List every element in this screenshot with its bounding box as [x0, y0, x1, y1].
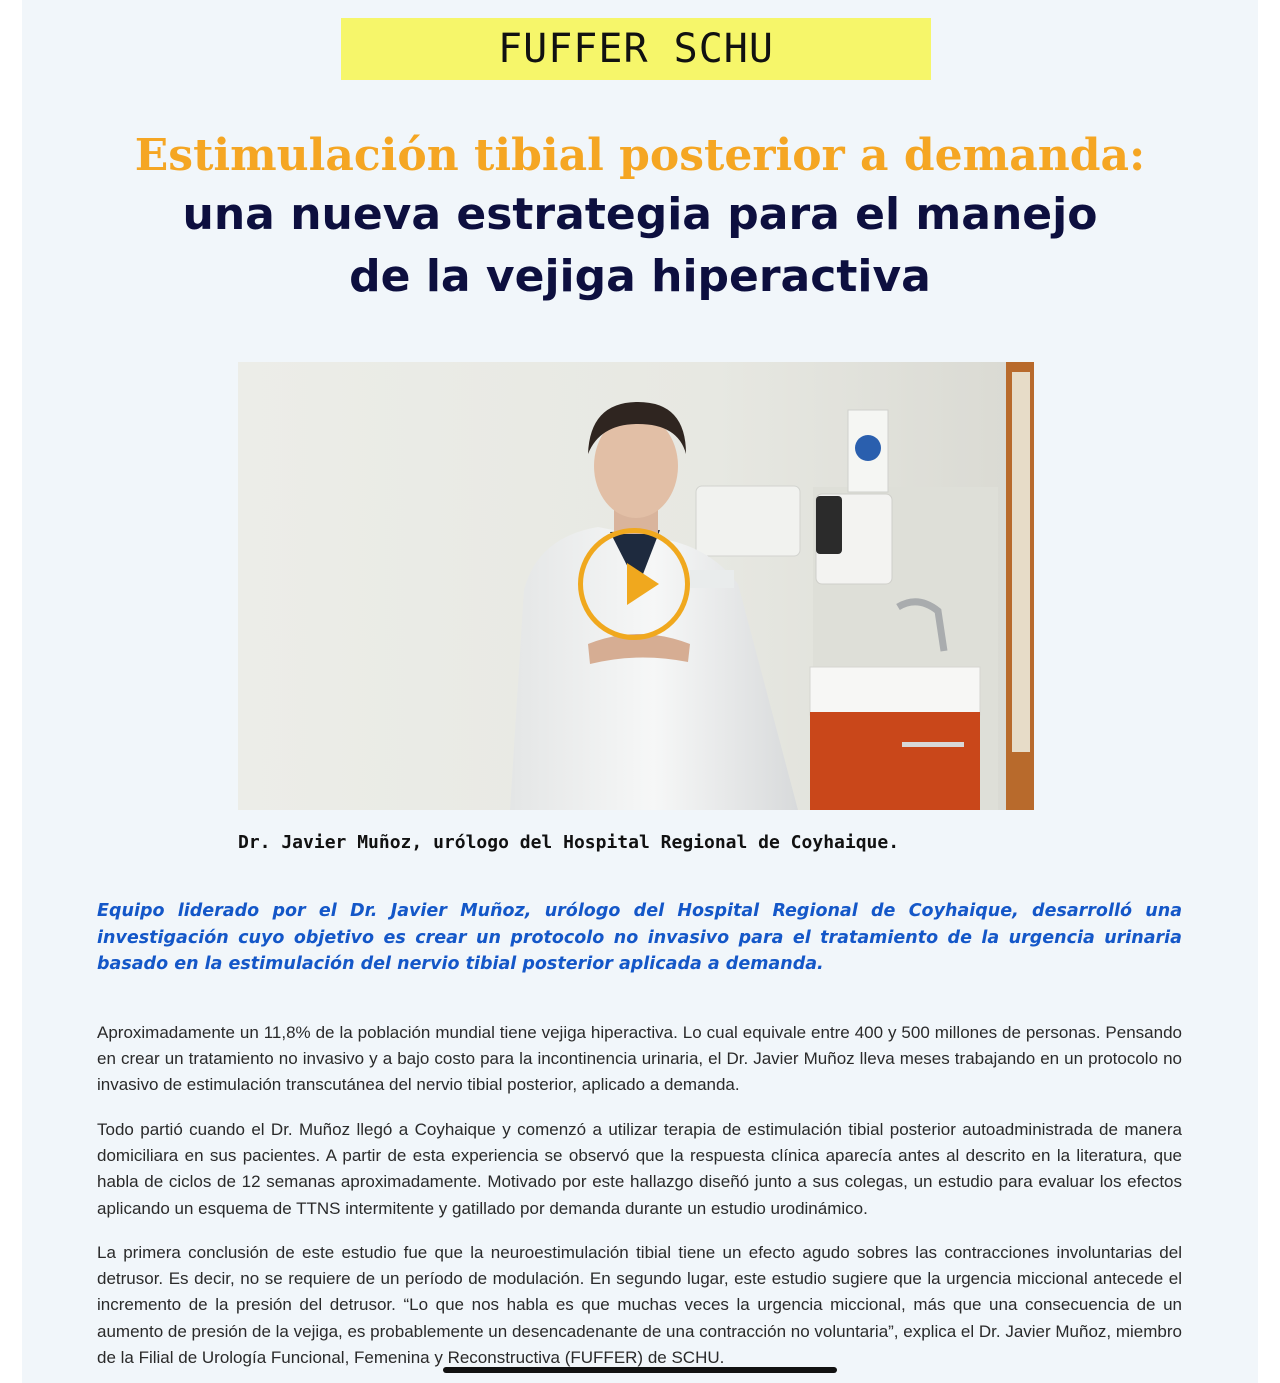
- paper-dispenser: [696, 486, 800, 556]
- article-page: [22, 0, 1258, 1383]
- headline-accent: Estimulación tibial posterior a demanda:: [134, 130, 1146, 181]
- brand-banner: [341, 18, 931, 80]
- lead-paragraph: Equipo liderado por el Dr. Javier Muñoz, urólogo del Hospital Regional de Coyhaique, desarrolló una investigación cuyo objetivo es crear un protocolo no invasivo para el tratamiento de la urgencia urinaria basado en la estimulación del nervio tibial posterior aplicada a demanda.: [97, 901, 1182, 974]
- body-paragraph-1: Aproximadamente un 11,8% de la población mundial tiene vejiga hiperactiva. Lo cual equivale entre 400 y 500 millones de personas. Pensando en crear un tratamiento no invasivo y a bajo costo para la incontinencia urinaria, el Dr. Javier Muñoz lleva meses trabajando en un protocolo no invasivo de estimulación transcutánea del nervio tibial posterior, aplicado a demanda.: [97, 1023, 1182, 1095]
- headline-main: una nueva estrategia para el manejo de la vejiga hiperactiva: [182, 189, 1098, 302]
- body-paragraph-2: Todo partió cuando el Dr. Muñoz llegó a Coyhaique y comenzó a utilizar terapia de estimulación tibial posterior autoadministrada de manera domiciliara en sus pacientes. A partir de esta experiencia se observó que la respuesta clínica aparecía antes al descrito en la literatura, que habla de ciclos de 12 semanas aproximadamente. Motivado por este hallazgo diseñó junto a sus colegas, un estudio para evaluar los efectos aplicando un esquema de TTNS intermitente y gatillado por demanda durante un estudio urodinámico.: [97, 1120, 1182, 1218]
- brand-title: FUFFER SCHU: [498, 26, 774, 72]
- soap-dispenser-front: [816, 496, 842, 554]
- coat-badge: [690, 570, 734, 588]
- home-indicator[interactable]: [443, 1367, 837, 1373]
- video-player[interactable]: [238, 362, 1034, 810]
- cabinet-handle: [902, 742, 964, 747]
- article-headline: [22, 128, 1258, 308]
- sign-icon: [855, 435, 881, 461]
- body-paragraph-3: La primera conclusión de este estudio fue que la neuroestimulación tibial tiene un efecto agudo sobres las contracciones involuntarias del detrusor. Es decir, no se requiere de un período de modulación. En segundo lugar, este estudio sugiere que la urgencia miccional antecede el incremento de la presión del detrusor. “Lo que nos habla es que muchas veces la urgencia miccional, más que una consecuencia de un aumento de presión de la vejiga, es probablemente un desencadenante de una contracción no voluntaria”, explica el Dr. Javier Muñoz, miembro de la Filial de Urología Funcional, Femenina y Reconstructiva (FUFFER) de SCHU.: [97, 1243, 1182, 1367]
- play-icon: [627, 563, 659, 605]
- sink-basin: [810, 667, 980, 715]
- sink-cabinet: [810, 712, 980, 810]
- play-button[interactable]: [578, 528, 690, 640]
- image-caption: Dr. Javier Muñoz, urólogo del Hospital Regional de Coyhaique.: [238, 832, 900, 853]
- door-glass: [1012, 372, 1030, 752]
